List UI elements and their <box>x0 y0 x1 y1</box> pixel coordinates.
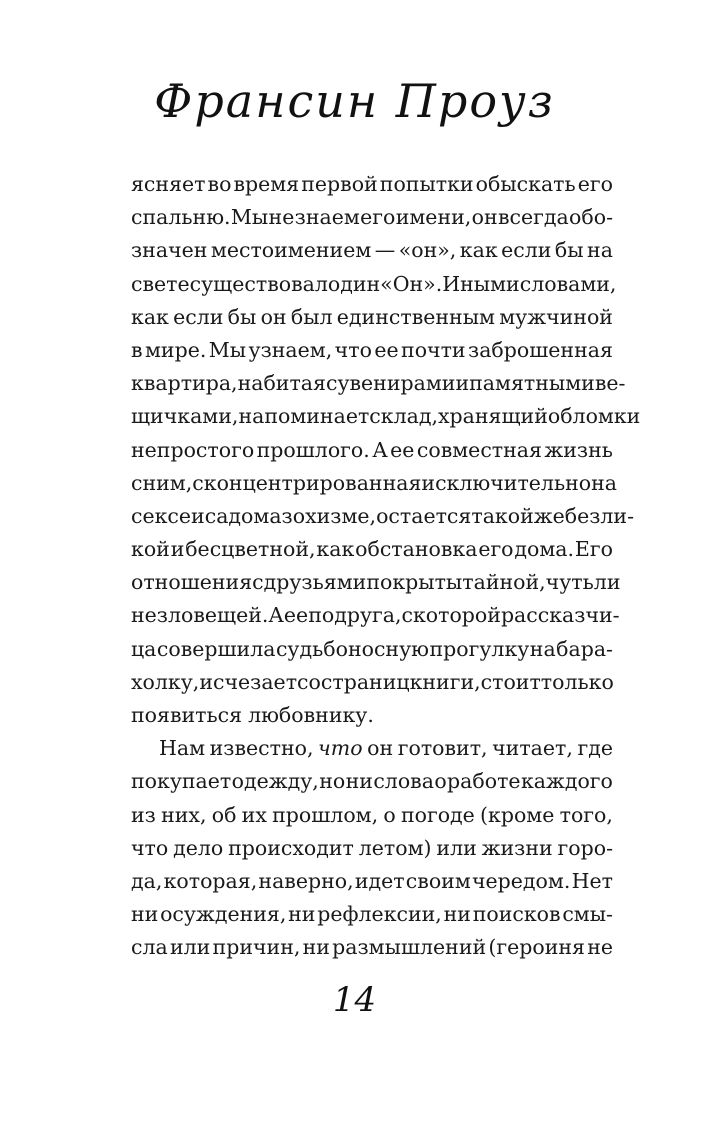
text-line: да, которая, наверно, идет своим чередом. Нет <box>131 868 613 893</box>
text-line: спальню. Мы не знаем его имени, он всегда обо- <box>131 205 613 230</box>
text-line: ясняет во время первой попытки обыскать его <box>131 172 613 196</box>
text-line: сла или причин, ни размышлений (героиня не <box>131 935 613 960</box>
text-line: в мире. Мы узнаем, что ее почти заброшенная <box>131 337 613 362</box>
text-line: холку, исчезает со страниц книги, стоит только <box>131 669 614 694</box>
running-header-author: Франсин Проуз <box>154 74 555 128</box>
paragraph <box>131 168 641 732</box>
page-number: 14 <box>332 980 377 1020</box>
text-line: щичками, напоминает склад, хранящий обломки <box>131 404 641 429</box>
text-line: непростого прошлого. А ее совместная жизнь <box>131 437 613 462</box>
text-line: отношения с друзьями покрыты тайной, чуть ли <box>131 570 621 595</box>
text-line: Нам известно, что он готовит, читает, где <box>159 736 613 761</box>
text-line: сексе и садомазохизме, остается такой же безли- <box>131 503 635 528</box>
text-line: появиться любовнику. <box>131 703 374 727</box>
text-line: свете существовал один «Он». Иными словами, <box>131 271 617 296</box>
text-line: что дело происходит летом) или жизни горо- <box>131 835 613 860</box>
text-line: квартира, набитая сувенирами и памятными ве- <box>131 371 626 396</box>
paragraph <box>131 732 613 964</box>
text-line: из них, об их прошлом, о погоде (кроме того, <box>131 802 613 827</box>
text-line: значен местоимением — «он», как если бы на <box>131 238 613 263</box>
text-line: кой и бесцветной, как обстановка его дома. Его <box>131 537 613 562</box>
text-line: как если бы он был единственным мужчиной <box>131 304 613 329</box>
text-line: покупает одежду, но ни слова о работе каждого <box>131 769 613 794</box>
body-text <box>131 168 641 965</box>
text-line: не зловещей. А ее подруга, с которой рассказчи- <box>131 603 620 628</box>
text-line: с ним, сконцентрированная исключительно на <box>131 470 618 495</box>
text-line: ни осуждения, ни рефлексии, ни поисков смы- <box>131 902 613 927</box>
text-line: ца совершила судьбоносную прогулку на бара- <box>131 636 613 661</box>
